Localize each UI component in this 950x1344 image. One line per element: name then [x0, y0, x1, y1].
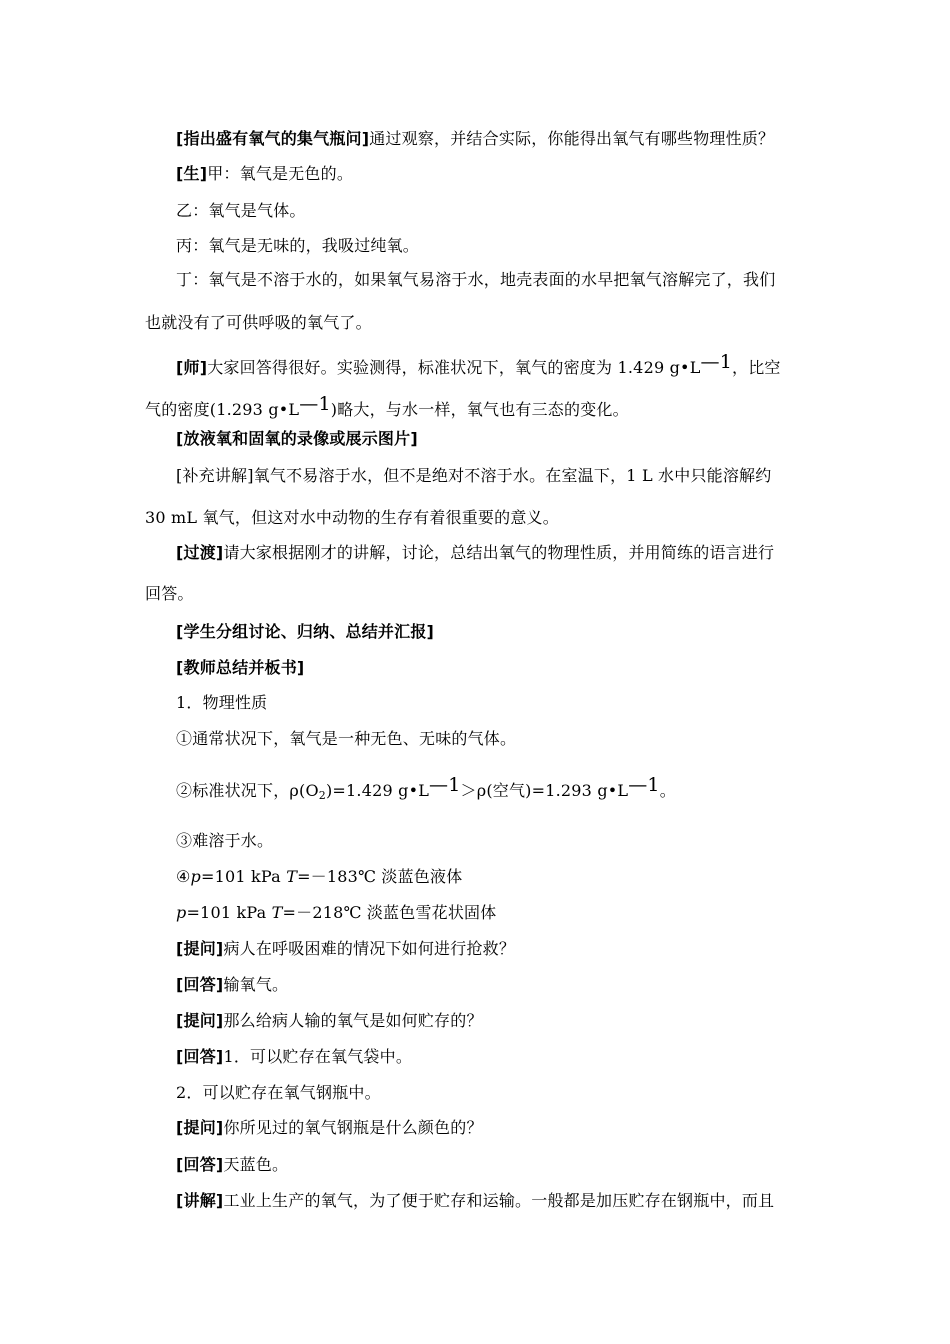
- line-21: [176, 901, 810, 925]
- line-text: 工业上生产的氧气，为了便于贮存和运输。一般都是加压贮存在钢瓶中，而且: [223, 1191, 775, 1210]
- line-text: ②标准状况下，ρ(O: [176, 781, 319, 800]
- tag-teacher-question: [指出盛有氧气的集气瓶问]: [176, 129, 370, 148]
- superscript: —1: [299, 393, 331, 415]
- line-19: [176, 829, 810, 853]
- line-15: [176, 656, 810, 680]
- tag-answer: [回答]: [176, 1155, 224, 1174]
- line-text: 气的密度(1.293 g•L: [145, 400, 300, 419]
- line-text: 丙：氧气是无味的，我吸过纯氧。: [176, 236, 420, 255]
- line-text: 通过观察，并结合实际，你能得出氧气有哪些物理性质？: [369, 129, 775, 148]
- line-22: [176, 937, 810, 961]
- tag-question: [提问]: [176, 1011, 224, 1030]
- line-text: 你所见过的氧气钢瓶是什么颜色的？: [223, 1118, 483, 1137]
- temperature-symbol: T: [271, 903, 283, 922]
- tag-teacher: [师]: [176, 358, 208, 377]
- line-18: [176, 773, 810, 808]
- line-text: 2．可以贮存在氧气钢瓶中。: [176, 1083, 381, 1102]
- line-5: [176, 268, 810, 292]
- superscript: —1: [700, 351, 733, 373]
- line-2: [176, 162, 810, 186]
- line-27: [176, 1116, 810, 1140]
- tag-group-discussion: [学生分组讨论、归纳、总结并汇报]: [176, 622, 435, 641]
- line-text: =101 kPa: [201, 867, 287, 886]
- line-text: 乙：氧气是气体。: [176, 201, 306, 220]
- pressure-symbol: p: [190, 867, 201, 886]
- line-text: =101 kPa: [186, 903, 272, 922]
- line-3: [176, 199, 810, 223]
- line-9: [176, 427, 810, 451]
- line-29: [176, 1189, 810, 1213]
- line-text: 回答。: [145, 584, 194, 603]
- line-text: )略大，与水一样，氧气也有三态的变化。: [330, 400, 629, 419]
- line-1: [176, 127, 810, 151]
- line-text: 也就没有了可供呼吸的氧气了。: [145, 313, 372, 332]
- line-text: 请大家根据刚才的讲解，讨论，总结出氧气的物理性质，并用简练的语言进行: [223, 543, 775, 562]
- line-7: [176, 350, 810, 380]
- line-28: [176, 1153, 810, 1177]
- line-text: ，比空: [732, 358, 781, 377]
- line-23: [176, 973, 810, 997]
- line-13: [145, 582, 810, 606]
- temperature-symbol: T: [286, 867, 298, 886]
- tag-student: [生]: [176, 164, 208, 183]
- line-24: [176, 1009, 810, 1033]
- line-text: ①通常状况下，氧气是一种无色、无味的气体。: [176, 729, 517, 748]
- line-text: [补充讲解]氧气不易溶于水，但不是绝对不溶于水。在室温下，1 L 水中只能溶解约: [176, 466, 772, 485]
- line-20: [176, 865, 810, 889]
- line-text: 30 mL 氧气，但这对水中动物的生存有着很重要的意义。: [145, 508, 559, 527]
- line-text: 那么给病人输的氧气是如何贮存的？: [223, 1011, 483, 1030]
- line-26: [176, 1081, 810, 1105]
- line-12: [176, 541, 810, 565]
- line-text: ④: [176, 867, 191, 886]
- line-text: 病人在呼吸困难的情况下如何进行抢救？: [223, 939, 516, 958]
- line-text: 大家回答得很好。实验测得，标准状况下，氧气的密度为 1.429 g•L: [207, 358, 701, 377]
- line-text: ＞ρ(空气)=1.293 g•L: [460, 781, 629, 800]
- tag-transition: [过渡]: [176, 543, 224, 562]
- superscript: —1: [628, 774, 660, 796]
- line-text: ③难溶于水。: [176, 831, 274, 850]
- superscript: —1: [429, 774, 461, 796]
- line-16: [176, 691, 810, 715]
- line-17: [176, 727, 810, 751]
- tag-question: [提问]: [176, 939, 224, 958]
- tag-answer: [回答]: [176, 975, 224, 994]
- line-8: [145, 392, 810, 422]
- line-text: 丁：氧气是不溶于水的，如果氧气易溶于水，地壳表面的水早把氧气溶解完了，我们: [176, 270, 776, 289]
- line-text: =－218℃ 淡蓝色雪花状固体: [282, 903, 497, 922]
- line-text: =－183℃ 淡蓝色液体: [297, 867, 463, 886]
- tag-question: [提问]: [176, 1118, 224, 1137]
- subscript: 2: [318, 789, 326, 802]
- line-10: [176, 464, 810, 488]
- line-text: 1．物理性质: [176, 693, 268, 712]
- line-text: 。: [659, 781, 676, 800]
- tag-video: [放液氧和固氧的录像或展示图片]: [176, 429, 418, 448]
- line-text: 天蓝色。: [223, 1155, 289, 1174]
- pressure-symbol: p: [176, 903, 187, 922]
- tag-teacher-summary: [教师总结并板书]: [176, 658, 305, 677]
- line-text: 1．可以贮存在氧气袋中。: [223, 1047, 413, 1066]
- line-25: [176, 1045, 810, 1069]
- tag-explanation: [讲解]: [176, 1191, 224, 1210]
- line-6: [145, 311, 810, 335]
- line-text: )=1.429 g•L: [325, 781, 430, 800]
- line-4: [176, 234, 810, 258]
- tag-answer: [回答]: [176, 1047, 224, 1066]
- line-text: 甲：氧气是无色的。: [207, 164, 354, 183]
- line-14: [176, 620, 810, 644]
- line-11: [145, 506, 810, 530]
- line-text: 输氧气。: [223, 975, 289, 994]
